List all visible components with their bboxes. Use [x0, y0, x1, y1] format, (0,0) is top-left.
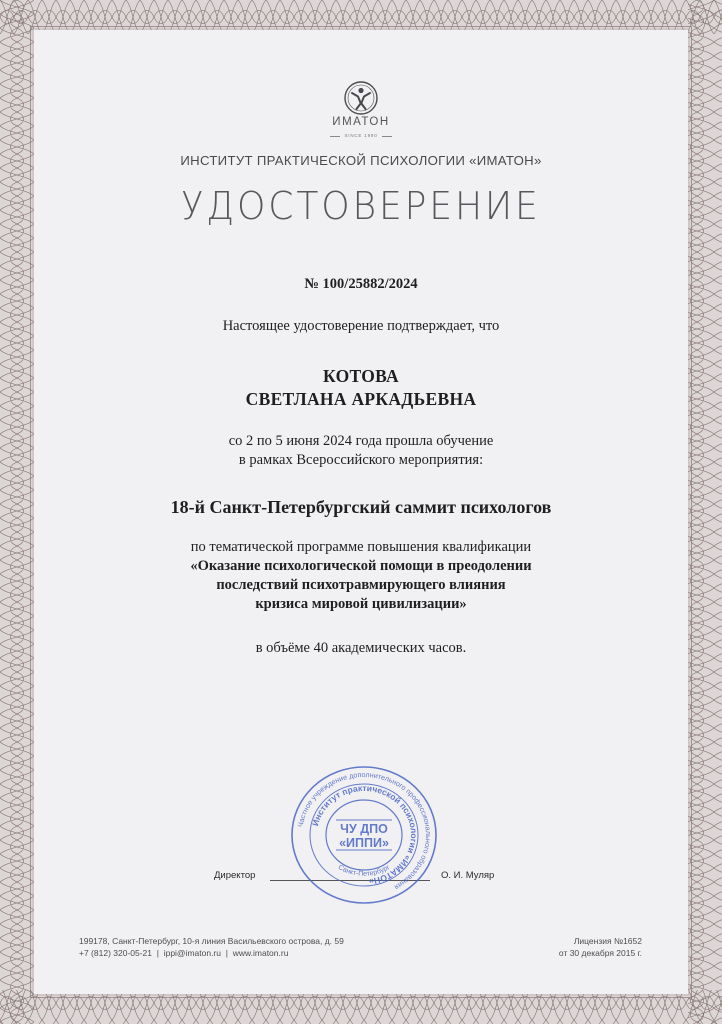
footer-license	[559, 936, 642, 959]
footer-separator: |	[154, 947, 162, 958]
recipient-surname: КОТОВА	[323, 366, 399, 386]
program-intro: по тематической программе повышения квалификации	[190, 539, 532, 555]
logo-since-rule-left	[330, 136, 340, 137]
program-title-line-3: кризиса мировой цивилизации»	[255, 596, 467, 612]
certificate-number: № 100/25882/2024	[304, 276, 418, 292]
document-title: УДОСТОВЕРЕНИЕ	[181, 184, 541, 228]
license-date: от 30 декабря 2015 г.	[558, 947, 642, 958]
footer-phone: +7 (812) 320-05-21	[79, 947, 153, 958]
program-title-line-2: последствий психотравмирующего влияния	[216, 577, 506, 593]
stamp-outer-text: Частное учреждение дополнительного профессионального образования	[295, 769, 434, 892]
program-title-line-1: «Оказание психологической помощи в преодолении	[190, 558, 532, 574]
footer-website: www.imaton.ru	[232, 947, 289, 958]
footer-separator: |	[223, 947, 231, 958]
license-number: Лицензия №1652	[573, 936, 642, 946]
stamp-center-line-1: ЧУ ДПО	[340, 822, 388, 836]
logo-since: SINCE 1990	[344, 133, 378, 138]
signature-name: О. И. Муляр	[441, 870, 495, 881]
event-name: 18-й Санкт-Петербургский саммит психологов	[170, 497, 552, 517]
footer-contact-line	[79, 948, 344, 960]
training-period: со 2 по 5 июня 2024 года прошла обучение	[228, 433, 494, 449]
recipient-given-names: СВЕТЛАНА АРКАДЬЕВНА	[245, 389, 477, 409]
signature-role: Директор	[214, 870, 256, 881]
stamp-middle-text: Институт практической психологии «ИМАТОН»	[310, 782, 420, 887]
footer-address: 199178, Санкт-Петербург, 10-я линия Васильевского острова, д. 59	[79, 936, 344, 946]
institute-name: ИНСТИТУТ ПРАКТИЧЕСКОЙ ПСИХОЛОГИИ «ИМАТОН»	[180, 153, 542, 168]
stamp-bottom-text: Санкт-Петербург	[336, 863, 392, 878]
footer-contacts	[79, 936, 344, 959]
stamp-center-line-2: «ИППИ»	[339, 836, 389, 850]
training-context: в рамках Всероссийского мероприятия:	[238, 452, 484, 468]
footer-email: ippi@imaton.ru	[163, 947, 221, 958]
logo-since-rule-right	[382, 136, 392, 137]
hours-line: в объёме 40 академических часов.	[255, 640, 467, 656]
logo-wordmark: ИМАТОН	[332, 116, 390, 128]
official-stamp-seal-icon	[288, 762, 440, 908]
confirm-line: Настоящее удостоверение подтверждает, что	[222, 318, 500, 334]
